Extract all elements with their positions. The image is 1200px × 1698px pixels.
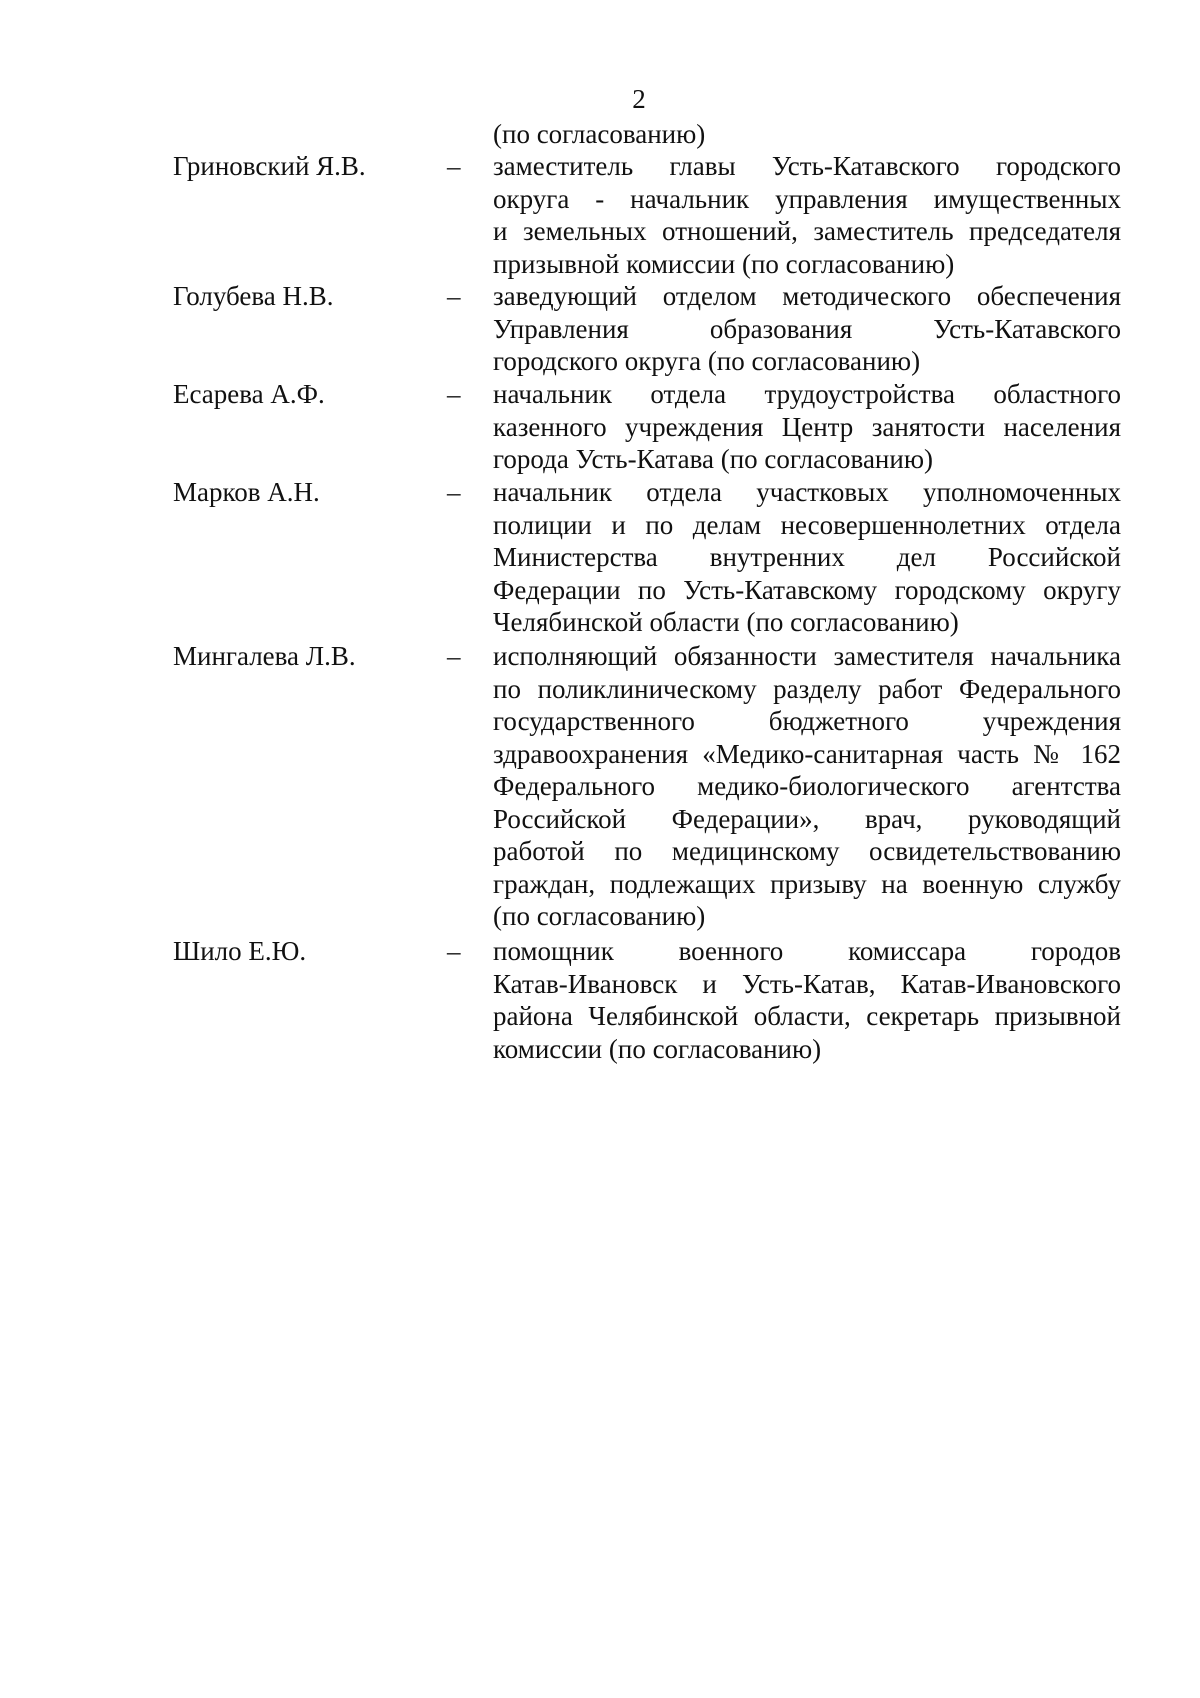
dash-separator: – (447, 379, 461, 409)
position-line: округа - начальник управления имущественных (493, 183, 1121, 214)
member-name: Есарева А.Ф. (173, 379, 325, 409)
dash-separator: – (447, 641, 461, 671)
position-line: начальник отдела участковых уполномоченных (493, 477, 1121, 507)
position-line: казенного учреждения Центр занятости населения (493, 411, 1121, 442)
position-line: здравоохранения «Медико-санитарная часть № 162 (493, 738, 1121, 769)
member-name: Гриновский Я.В. (173, 151, 366, 181)
position-line: (по согласованию) (493, 901, 706, 931)
position-line: призывной комиссии (по согласованию) (493, 248, 955, 279)
dash-separator: – (447, 477, 461, 507)
member-name: Мингалева Л.В. (173, 641, 356, 671)
member-position (493, 476, 1121, 639)
position-line: государственного бюджетного учреждения (493, 706, 1121, 736)
position-line: полиции и по делам несовершеннолетних отдела (493, 509, 1121, 540)
dash-separator: – (447, 151, 461, 181)
page-number: 2 (632, 84, 646, 114)
position-line: Управления образования Усть-Катавского (493, 313, 1121, 344)
member-name: Шило Е.Ю. (173, 936, 307, 966)
dash-separator: – (447, 936, 461, 966)
position-line: Катав-Ивановск и Усть-Катав, Катав-Ивановского (493, 968, 1121, 999)
member-position (493, 378, 1121, 476)
member-name: Голубева Н.В. (173, 281, 334, 311)
member-name: Марков А.Н. (173, 477, 320, 507)
position-line: помощник военного комиссара городов (493, 936, 1121, 966)
dash-separator: – (447, 281, 461, 311)
position-line: по поликлиническому разделу работ Федерального (493, 673, 1121, 704)
position-line: городского округа (по согласованию) (493, 346, 921, 376)
position-line: заместитель главы Усть-Катавского городского (493, 151, 1121, 181)
position-line: Министерства внутренних дел Российской (493, 542, 1121, 572)
member-position (493, 150, 1121, 280)
position-line: начальник отдела трудоустройства областного (493, 379, 1121, 409)
position-line: города Усть-Катава (по согласованию) (493, 444, 933, 474)
continuation-note: (по согласованию) (493, 119, 706, 149)
member-position (493, 280, 1121, 378)
position-line: Челябинской области (по согласованию) (493, 607, 959, 637)
position-line: и земельных отношений, заместитель председателя (493, 216, 1121, 246)
position-line: комиссии (по согласованию) (493, 1033, 822, 1064)
position-line: граждан, подлежащих призыву на военную службу (493, 868, 1121, 899)
position-line: заведующий отделом методического обеспечения (493, 281, 1121, 311)
position-line: Российской Федерации», врач, руководящий (493, 803, 1121, 834)
position-line: работой по медицинскому освидетельствованию (493, 836, 1121, 866)
member-position (493, 935, 1121, 1065)
position-line: Федерации по Усть-Катавскому городскому округу (493, 574, 1121, 605)
position-line: района Челябинской области, секретарь призывной (493, 1001, 1121, 1031)
member-position (493, 640, 1121, 933)
position-line: исполняющий обязанности заместителя начальника (493, 641, 1121, 671)
position-line: Федерального медико-биологического агентства (493, 771, 1121, 801)
